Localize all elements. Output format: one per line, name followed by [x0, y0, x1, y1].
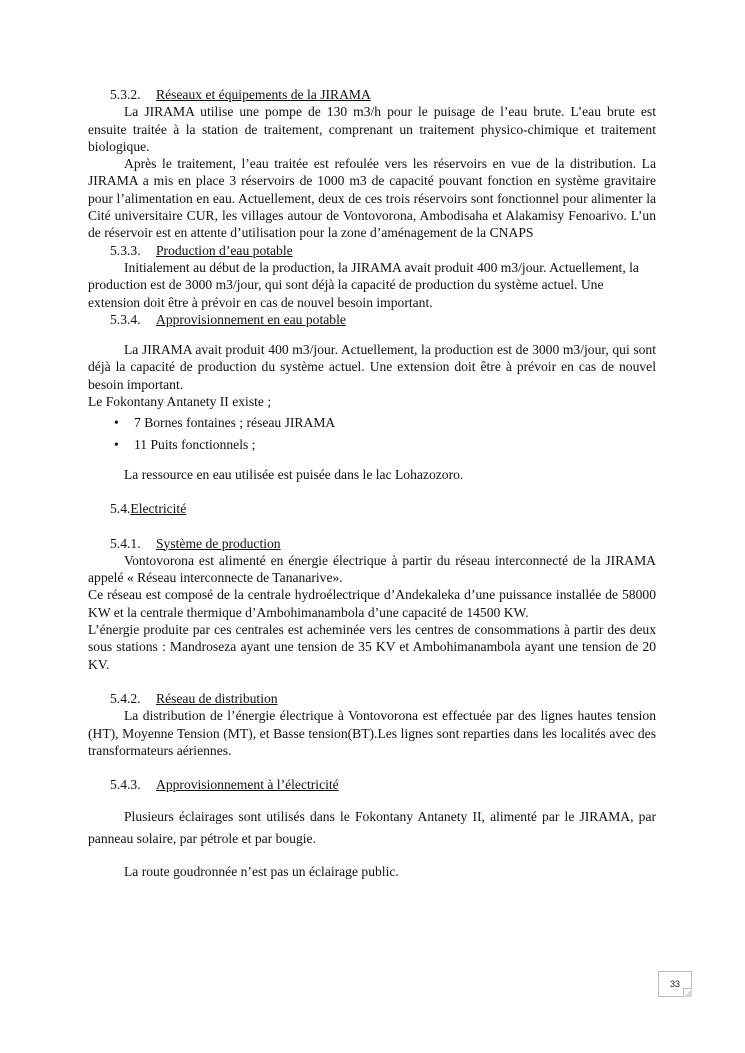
bullet-icon: • — [114, 415, 119, 431]
paragraph: La JIRAMA utilise une pompe de 130 m3/h pour le puisage de l’eau brute. L’eau brute est ensuite traitée à la station de traitement, comprenant un traitement physico-chimique et traitement biologique. — [88, 104, 656, 154]
section-title: Réseau de distribution — [156, 690, 278, 706]
section-number: 5.4.3. — [110, 777, 141, 793]
section-title: Production d’eau potable — [156, 242, 293, 258]
section-title: Réseaux et équipements de la JIRAMA — [156, 87, 371, 102]
section-number: 5.4.1. — [110, 535, 141, 551]
paragraph: Ce réseau est composé de la centrale hydroélectrique d’Andekaleka d’une puissance installée de 58000 KW et la centrale thermique d’Ambohimanambola d’une capacité de 14500 KW. — [88, 587, 656, 620]
list-item — [88, 436, 656, 453]
list-item-text: 7 Bornes fontaines ; réseau JIRAMA — [134, 415, 336, 431]
document-page — [88, 86, 656, 881]
paragraph: La distribution de l’énergie électrique à Vontovorona est effectuée par des lignes hautes tension (HT), Moyenne Tension (MT), et Basse tension(BT).Les lignes sont reparties dans les localités avec des transformateurs aériennes. — [88, 708, 656, 758]
paragraph: Initialement au début de la production, la JIRAMA avait produit 400 m3/jour. Actuellement, la production est de 3000 m3/jour, qui sont déjà la capacité de production du système actuel. Une extension doit être à prévoir en cas de nouvel besoin important. — [88, 259, 639, 310]
paragraph: La ressource en eau utilisée est puisée dans le lac Lohazozoro. — [124, 466, 464, 482]
paragraph: Après le traitement, l’eau traitée est refoulée vers les réservoirs en vue de la distribution. La JIRAMA a mis en place 3 réservoirs de 1000 m3 de capacité pouvant fonction en système gravitaire pour l’alimentation en eau. Actuellement, deux de ces trois réservoirs sont fonctionnel pour alimenter la Cité universitaire CUR, les villages autour de Vontovorona, Ambodisaha et Alakamisy Fenoarivo. L’un de réservoir est en attente d’utilisation pour la zone d’aménagement de la CNAPS — [88, 156, 656, 241]
paragraph: Plusieurs éclairages sont utilisés dans le Fokontany Antanety II, alimenté par le JIRAMA, par panneau solaire, par pétrole et par bougie. — [88, 809, 656, 847]
section-heading-5-3-4 — [88, 311, 656, 328]
section-title: Approvisionnement en eau potable — [156, 311, 346, 327]
paragraph: La JIRAMA avait produit 400 m3/jour. Actuellement, la production est de 3000 m3/jour, qui sont déjà la capacité de production du système actuel. Une extension doit être à prévoir en cas de nouvel besoin important. — [88, 342, 656, 392]
section-title: Electricité — [130, 501, 187, 517]
list-item-text: 11 Puits fonctionnels ; — [134, 436, 256, 452]
page-number-text: 33 — [669, 979, 680, 989]
section-number: 5.4.2. — [110, 690, 141, 706]
page-curl-decoration — [683, 988, 692, 997]
paragraph: L’énergie produite par ces centrales est acheminée vers les centres de consommations à partir des deux sous stations : Mandroseza ayant une tension de 35 KV et Ambohimanambola ayant une tension de 20 KV. — [88, 622, 656, 672]
section-number: 5.4. — [110, 501, 131, 517]
section-number: 5.3.2. — [110, 87, 141, 102]
paragraph: Le Fokontany Antanety II existe ; — [88, 394, 272, 410]
list-item — [88, 414, 656, 431]
page-number — [658, 971, 692, 997]
paragraph: La route goudronnée n’est pas un éclairage public. — [124, 864, 399, 880]
section-heading-5-3-3 — [88, 242, 656, 259]
section-heading-5-4-3 — [88, 776, 656, 793]
section-number: 5.3.3. — [110, 242, 141, 258]
section-heading-5-4 — [88, 500, 656, 517]
section-heading-5-4-2 — [88, 690, 656, 707]
section-heading-5-4-1 — [88, 535, 656, 552]
bullet-list — [88, 414, 656, 453]
paragraph: Vontovorona est alimenté en énergie électrique à partir du réseau interconnecté de la JIRAMA appelé « Réseau interconnecte de Tananarive». — [88, 552, 656, 586]
bullet-icon: • — [114, 436, 119, 452]
section-title: Système de production — [156, 535, 281, 551]
section-heading-5-3-2 — [88, 86, 656, 103]
section-title: Approvisionnement à l’électricité — [156, 777, 339, 793]
section-number: 5.3.4. — [110, 311, 141, 327]
